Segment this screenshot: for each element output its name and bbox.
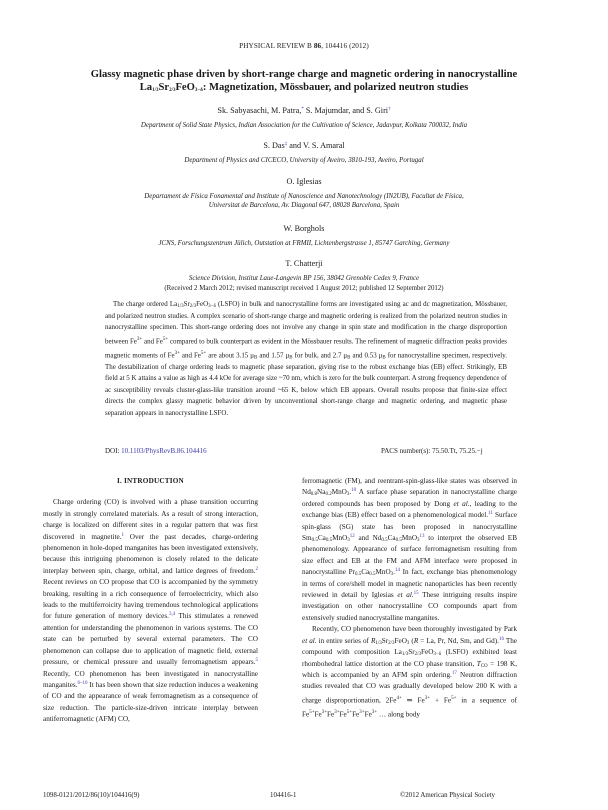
formula-sub: 3 — [346, 492, 350, 498]
body-text: ⇒ Fe — [401, 696, 425, 705]
body-text: Sr — [408, 648, 415, 657]
body-text: Ca — [317, 534, 326, 543]
title-line-1: Glassy magnetic phase driven by short-range charge and magnetic ordering in nanocrystalline — [90, 69, 518, 80]
affiliation-1: Department of Solid State Physics, Indian Association for the Cultivation of Science, Jadavpur, Kolkata 700032, India — [140, 122, 468, 129]
formula-sub: B — [347, 355, 351, 360]
body-text: R — [413, 636, 419, 645]
citation-link[interactable]: 15 — [413, 591, 419, 597]
citation-link[interactable]: 11 — [488, 511, 493, 517]
abstract-text: (LSFO) in bulk and nanocrystalline forms are investigated using ac and dc magnetization, Mössbauer, and polarized neutron studies. A complex scenario of short-range charge and magnetic ordering is realized from the polarized neutron studies in nanocrystalline specimen. This short-range ordering does not involve any change in spin state and modification in the charge disproportion between Fe — [105, 300, 508, 346]
formula-sup: 3+ — [424, 695, 431, 701]
formula-sub: 0.5 — [381, 538, 388, 544]
formula-sub: 2/3 — [414, 652, 422, 658]
formula-sub: 0.5 — [325, 538, 333, 544]
citation-link[interactable]: 10 — [351, 488, 357, 494]
body-text: + Fe — [430, 696, 452, 705]
formula-sub: 3−δ — [208, 304, 216, 309]
footnote-link[interactable]: ‡ — [284, 142, 288, 147]
formula-feo: FeO — [175, 82, 195, 93]
citation-link[interactable]: 13 — [419, 534, 425, 540]
body-text: Surface spin-glass (SG) state has been proposed in nanocrystalline Sm — [302, 511, 517, 543]
footer-copyright: ©2012 American Physical Society — [400, 792, 495, 799]
author-names: Sk. Sabyasachi, M. Patra, — [217, 106, 302, 115]
abstract-text: and Fe — [142, 337, 163, 346]
footer-page-number: 104416-1 — [270, 792, 297, 799]
author-names: S. Das — [263, 141, 285, 150]
affiliation-4: JCNS, Forschungszentrum Jülich, Outstation at FRMII, Lichtenbergstrasse 1, 85747 Garching, Germany — [158, 240, 450, 247]
body-text: , leading to the exchange bias (EB) effect based on a phenomenological model. — [302, 499, 518, 520]
formula-sr: Sr — [158, 82, 170, 93]
body-text: … along body — [377, 709, 421, 718]
body-text: MnO — [401, 534, 418, 543]
formula-sub: 0.5 — [311, 538, 318, 544]
body-text: ferromagnetic (FM), and reentrant-spin-glass-like states was observed in Nd — [302, 477, 517, 497]
abstract-text: and 0.53 μ — [350, 351, 383, 359]
body-text: Ca — [361, 568, 370, 577]
abstract-text: FeO — [196, 300, 209, 308]
body-text: This stimulates a renewed attention for understanding the phenomenon in various systems. The CO state can be perturbed by several external parameters. The CO phenomenon can collapse due to application of magnetic field, external pressure, or chemical pressure and usually ferromagnetism appears. — [43, 612, 259, 667]
body-text: Recently, CO phenomenon has been investigated in nanocrystalline manganites. — [43, 669, 258, 689]
abstract-text: for bulk, and 2.7 μ — [292, 351, 348, 359]
formula-sub: 2/3 — [189, 304, 197, 309]
title-rest: : Magnetization, Mössbauer, and polarized neutron studies — [202, 82, 469, 93]
body-text: Recent reviews on CO propose that CO is accompanied by the symmetry breaking, resulting in a rich consequence of ferroelectricity, which also leads to the multiferroicity having tremendous technological applications for future generation of memory devices. — [43, 578, 258, 621]
body-text: Na — [317, 488, 326, 497]
formula-sup: 3+ — [359, 709, 365, 715]
paper-title — [0, 68, 608, 94]
citation-link[interactable]: 14 — [394, 568, 400, 574]
affiliation-5: Science Division, Institut Laue-Langevin BP 156, 38042 Grenoble Cedex 9, France — [188, 275, 420, 282]
formula-sub: 2/3 — [169, 88, 176, 93]
abstract-text: for nanocrystalline specimen, respectively. The destabilization of charge ordering leads to magnetic phase separation, giving rise to the robust exchange bias (EB) effect. Strikingly, EB field at 5 K attains a value as high as 4.4 kOe for average size ~70 nm, which is zero for the bulk counterpart. A strong frequency dependence of ac susceptibility reveals cluster-glass-like transition around ~65 K, below which EB appears. Overall results propose that finite-size effect directs the complex glassy magnetic behavior driven by unconventional short-range charge and magnetic ordering, and magnetic phase separation appears in nanocrystalline LSFO. — [105, 351, 507, 417]
body-text: Fe — [364, 709, 372, 718]
author-group-5: T. Chatterji — [285, 259, 323, 268]
body-text: (LSFO) exhibited least rhombohedral lattice distortion at the CO phase transition, — [302, 648, 517, 668]
doi-label: DOI: — [105, 447, 122, 455]
citation-link[interactable]: 1 — [121, 532, 124, 538]
formula-sub: 3 — [417, 538, 420, 544]
body-text: et al. — [453, 499, 470, 508]
body-text: Fe — [339, 709, 347, 718]
formula-sup: 3+ — [174, 350, 180, 356]
left-column — [43, 476, 258, 726]
footnote-link[interactable]: * — [301, 107, 304, 112]
body-text: Fe — [352, 709, 360, 718]
body-text: FeO — [394, 636, 407, 645]
formula-sup: 5+ — [346, 709, 353, 715]
body-text: FeO — [421, 648, 434, 657]
body-text: ( — [409, 636, 414, 645]
body-text: Charge ordering (CO) is involved with a phase transition occurring mostly in strongly correlated materials. As a result of strong interaction, charge is localized on different sites in a regular pattern that was first discovered in magnetite. — [43, 498, 258, 541]
formula-sub: 3−δ — [433, 652, 442, 658]
citation-link[interactable]: 12 — [349, 534, 355, 540]
formula-sub: B — [289, 355, 293, 360]
author-names: S. Majumdar, and S. Giri — [303, 106, 389, 115]
abstract — [105, 299, 507, 420]
body-text: T — [476, 659, 481, 668]
body-text: = La, Pr, Nd, Sm, and Gd). — [418, 636, 499, 645]
formula-sub: 3−δ — [194, 88, 203, 93]
formula-sub: CO — [480, 663, 488, 669]
abstract-text: The charge ordered La — [113, 300, 178, 308]
body-text: R — [370, 636, 376, 645]
body-text: to interpret the observed EB phenomenology. Appearance of surface ferromagnetism resulting from size effect and EB at the FM and AFM interface were proposed in nanocrystalline Pr — [302, 534, 517, 577]
body-text: in a sequence of Fe — [302, 696, 518, 718]
formula-sub: 1/3 — [177, 304, 184, 309]
citation-link[interactable]: 2 — [255, 566, 258, 572]
footer-issn: 1098-0121/2012/86(10)/104416(9) — [43, 792, 140, 799]
citation-link[interactable]: 6–10 — [77, 680, 88, 686]
formula-sub: 0.5 — [395, 538, 402, 544]
formula-sub: 3 — [347, 538, 350, 544]
formula-sub: B — [382, 355, 386, 360]
body-text: MnO — [331, 488, 347, 497]
article-info: , 104416 (2012) — [321, 42, 369, 50]
body-text: These intriguing results inspire investigation on other nanocrystalline CO compounds apart from extensively studied nanocrystalline manganites. — [302, 591, 517, 622]
journal-name: PHYSICAL REVIEW B — [239, 42, 314, 50]
formula-sup: 5+ — [309, 709, 315, 715]
body-text: and Nd — [354, 534, 382, 543]
formula-sup: 3+ — [371, 709, 378, 715]
formula-sub: 0.5 — [369, 572, 376, 578]
formula-sub: B — [253, 355, 258, 360]
intro-paragraph-2 — [302, 624, 517, 720]
body-text: Recently, CO phenomenon have been thoroughly investigated by Park — [312, 625, 517, 634]
citation-link[interactable]: 17 — [451, 670, 457, 676]
author-group-3: O. Iglesias — [286, 177, 322, 186]
formula-sub: 0.5 — [355, 572, 362, 578]
formula-sub: 1/3 — [152, 88, 159, 93]
author-group-4: W. Borghols — [283, 224, 325, 233]
affiliation-line: Departament de Física Fonamental and Institute of Nanoscience and Nanotechnology (IN2UB), Facultat de Física, — [144, 193, 464, 200]
formula-sup: 3+ — [334, 709, 340, 715]
body-text: In fact, exchange bias phenomenology in terms of core/shell model in magnetic nanoparticles has been recently reviewed in detail by Iglesias — [302, 568, 517, 600]
formula-sup: 3+ — [136, 336, 143, 342]
body-text: Sr — [381, 636, 389, 645]
body-text: MnO — [375, 568, 391, 577]
formula-sub: 0.8 — [310, 492, 318, 498]
author-group-2 — [0, 141, 608, 150]
received-dates: (Received 2 March 2012; revised manuscript received 1 August 2012; published 12 September 2012) — [164, 285, 444, 292]
journal-header — [0, 42, 608, 50]
right-column — [302, 476, 517, 720]
body-text: MnO — [332, 534, 348, 543]
formula-la: La — [139, 82, 153, 93]
body-text: Ca — [387, 534, 396, 543]
formula-sup: 4+ — [396, 695, 402, 701]
footnote-link[interactable]: † — [388, 107, 391, 112]
formula-sub: 1/3 — [401, 652, 409, 658]
formula-sup: 5+ — [162, 336, 169, 342]
formula-sub: 1/3 — [375, 640, 382, 646]
abstract-text: and Fe — [179, 351, 201, 359]
affiliation-2: Department of Physics and CICECO, University of Aveiro, 3810-193, Aveiro, Portugal — [184, 157, 424, 164]
formula-sub: 3 — [390, 572, 394, 578]
abstract-text: Sr — [183, 300, 190, 308]
body-text: It has been shown that size reduction induces a weakening of CO and the appearance of weak ferromagnetism as a consequence of size reduction. The particle-size-driven intricate interplay between antiferromagnetic (AFM) CO, — [43, 680, 258, 724]
formula-sub: 3 — [406, 640, 410, 646]
body-text: A surface phase separation in nanocrystalline charge ordered compounds has been proposed by Dong — [302, 488, 517, 508]
intro-paragraph-1 — [43, 497, 258, 725]
journal-volume: 86 — [313, 42, 322, 50]
citation-link[interactable]: 3,4 — [168, 612, 176, 618]
author-group-1 — [0, 106, 608, 115]
title-line-2 — [0, 81, 608, 94]
body-text: et al. — [397, 591, 414, 600]
doi-link[interactable]: 10.1103/PhysRevB.86.104416 — [121, 447, 207, 455]
formula-sup: 5+ — [451, 695, 457, 701]
body-text: Neutron diffraction studies revealed that CO was gradually developed below 200 K with a charge disproportionation, 2Fe — [302, 670, 517, 705]
body-text: = 198 K, which is accompanied by an AFM spin ordering. — [302, 659, 517, 679]
body-text: The compound with composition La — [302, 636, 517, 657]
affiliation-3 — [0, 192, 608, 211]
formula-sup: 3+ — [321, 709, 328, 715]
body-text: Fe — [314, 709, 322, 718]
formula-sub: 2/3 — [388, 640, 395, 646]
formula-sub: 0.2 — [325, 492, 332, 498]
section-heading: I. INTRODUCTION — [117, 477, 184, 485]
author-names: and V. S. Amaral — [287, 141, 345, 150]
body-text: Over the past decades, charge-ordering phenomenon in hole-doped manganites has been investigated extensively, because this intriguing phenomenon is closely related to the delicate interplay between spin, charge, orbital, and lattice degrees of freedom. — [43, 532, 258, 575]
body-text: et al. — [302, 636, 317, 645]
intro-paragraph-1-cont: ferromagnetic (FM), and reentrant-spin-glass-like states was observed in $Nd_{0.8}Na_{0.2}MnO_3.^{10}$ A surface phase separation in nanocrystalline charge ordered compounds has been proposed by Dong et al., leading to the exchange bias (EB) effect based on a phenomenological model.$^{11}$ Surface spin-glass (SG) state has been proposed in nanocrystalline $Sm_{0.5}Ca_{0.5}MnO_3^{12}$ and $Nd_{0.5}Ca_{0.5}MnO_3^{13}$ to interpret the observed EB phenomenology. Appearance of surface ferromagnetism resulting from size effect and EB at the FM and AFM interface were proposed in nanocrystalline $Pr_{0.5}Ca_{0.5}MnO_3.^{14}$ In fact, exchange bias phenomenology in terms of core/shell model in magnetic nanoparticles has been recently reviewed in detail by Iglesias et al.$^{15}$ These intriguing results inspire investigation on other nanocrystalline CO compounds apart from extensively studied nanocrystalline manganites. — [302, 477, 518, 622]
abstract-text: are about 3.15 μ — [206, 351, 254, 359]
abstract-text: compared to bulk counterpart as evident in the Mössbauer results. The refinement of magnetic diffraction peaks provides magnetic moments of Fe — [105, 337, 507, 359]
abstract-text: and 1.57 μ — [257, 351, 290, 359]
doi-line — [105, 447, 207, 455]
body-text: Fe — [327, 709, 335, 718]
affiliation-line: Universitat de Barcelona, Av. Diagonal 647, 08028 Barcelona, Spain — [208, 202, 400, 210]
body-text: in entire series of — [316, 636, 371, 645]
citation-link[interactable]: 16 — [498, 636, 504, 642]
pacs-numbers: PACS number(s): 75.50.Tt, 75.25.−j — [381, 447, 483, 455]
citation-link[interactable]: 5 — [255, 658, 258, 664]
formula-sup: 5+ — [200, 350, 207, 356]
